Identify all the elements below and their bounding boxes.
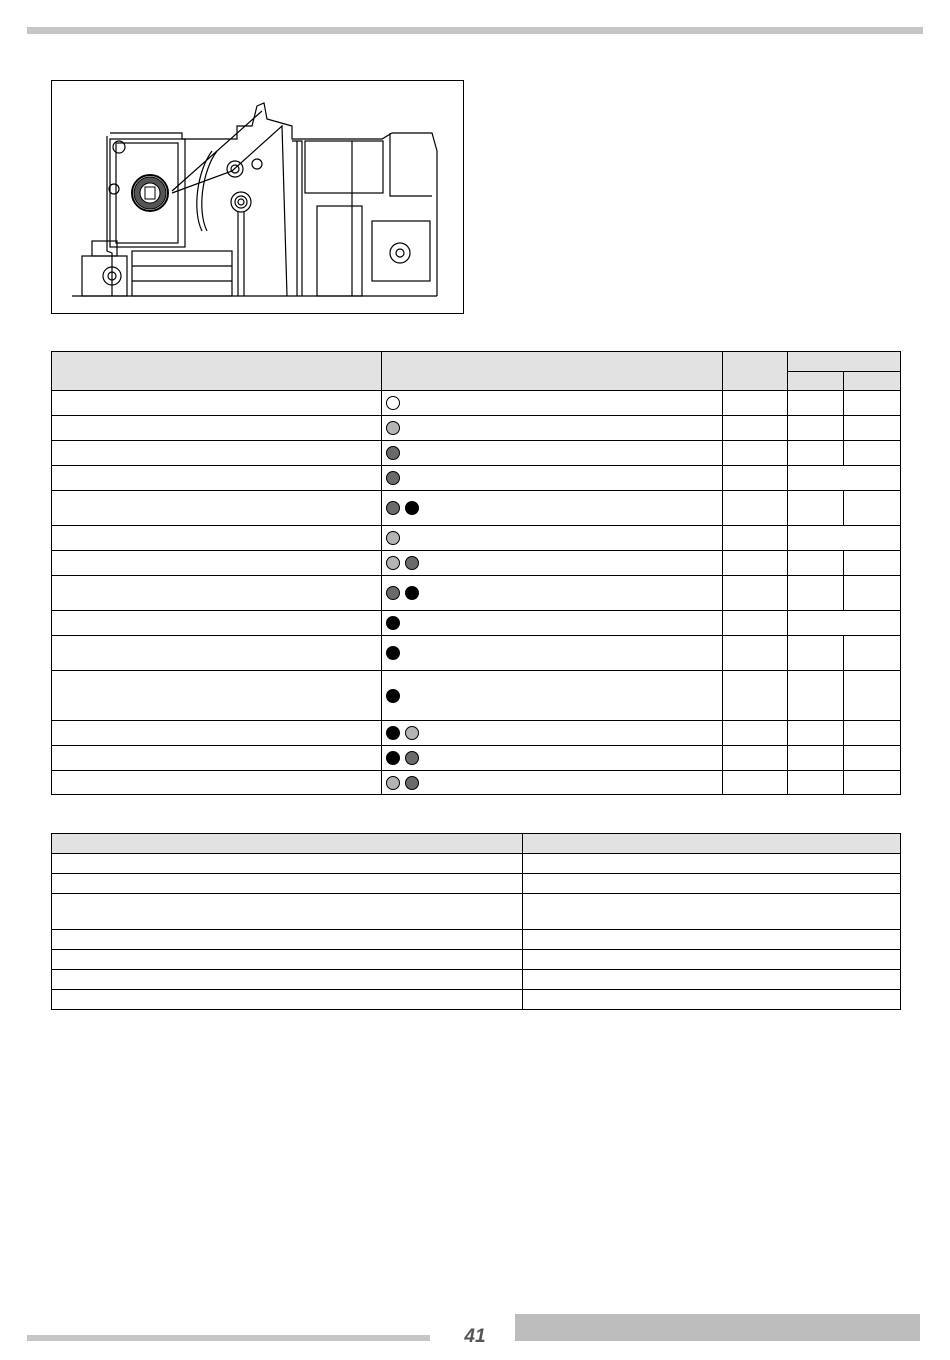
status-cell: [844, 636, 901, 671]
status-cell: [52, 721, 382, 746]
table-row: [52, 551, 901, 576]
status-cell: [844, 416, 901, 441]
led-cell: [382, 721, 723, 746]
status-cell: [723, 746, 788, 771]
status-cell: [844, 491, 901, 526]
table-row: [52, 854, 901, 874]
led-cell: [382, 491, 723, 526]
status-cell: [844, 671, 901, 721]
ref-header-row: [52, 834, 901, 854]
led-mid-icon: [386, 471, 400, 485]
table-row: [52, 636, 901, 671]
led-cell: [382, 771, 723, 795]
led-mid-icon: [386, 586, 400, 600]
led-light-icon: [386, 556, 400, 570]
status-cell: [723, 441, 788, 466]
ref-cell: [523, 970, 901, 990]
led-cell: [382, 416, 723, 441]
status-cell: [52, 551, 382, 576]
footer-bar-left: [27, 1335, 430, 1341]
led-light-icon: [386, 776, 400, 790]
status-cell: [723, 721, 788, 746]
status-cell: [788, 771, 844, 795]
status-cell: [52, 441, 382, 466]
status-cell: [52, 611, 382, 636]
table-row: [52, 416, 901, 441]
led-off-icon: [386, 396, 400, 410]
reference-table: [51, 833, 901, 1010]
footer-bar-right: [515, 1314, 920, 1341]
page-number: 41: [464, 1326, 486, 1347]
led-light-icon: [386, 421, 400, 435]
led-cell: [382, 746, 723, 771]
status-cell: [52, 746, 382, 771]
led-dark-icon: [386, 726, 400, 740]
status-cell: [844, 441, 901, 466]
burner-figure: [51, 80, 464, 314]
status-cell: [788, 466, 901, 491]
ref-cell: [52, 854, 523, 874]
led-light-icon: [386, 531, 400, 545]
status-cell: [723, 391, 788, 416]
led-cell: [382, 611, 723, 636]
led-mid-icon: [405, 556, 419, 570]
table-row: [52, 950, 901, 970]
led-cell: [382, 391, 723, 416]
ref-cell: [523, 930, 901, 950]
table-row: [52, 441, 901, 466]
status-cell: [788, 551, 844, 576]
status-cell: [723, 771, 788, 795]
status-header-cell: [52, 352, 382, 391]
status-cell: [723, 636, 788, 671]
status-cell: [52, 416, 382, 441]
status-cell: [788, 671, 844, 721]
led-mid-icon: [386, 446, 400, 460]
table-row: [52, 930, 901, 950]
status-cell: [788, 721, 844, 746]
led-cell: [382, 636, 723, 671]
status-cell: [788, 636, 844, 671]
led-light-icon: [405, 726, 419, 740]
ref-cell: [52, 930, 523, 950]
status-cell: [788, 416, 844, 441]
led-cell: [382, 576, 723, 611]
status-table: [51, 351, 901, 795]
led-dark-icon: [386, 751, 400, 765]
status-header-cell: [788, 372, 844, 391]
status-cell: [723, 671, 788, 721]
ref-cell: [523, 854, 901, 874]
table-row: [52, 466, 901, 491]
status-cell: [52, 491, 382, 526]
status-cell: [788, 526, 901, 551]
status-cell: [844, 771, 901, 795]
table-row: [52, 970, 901, 990]
status-cell: [788, 441, 844, 466]
status-cell: [52, 771, 382, 795]
ref-cell: [523, 894, 901, 930]
led-mid-icon: [386, 501, 400, 515]
status-cell: [723, 416, 788, 441]
ref-header-cell: [52, 834, 523, 854]
led-mid-icon: [405, 776, 419, 790]
status-cell: [723, 466, 788, 491]
ref-header-cell: [523, 834, 901, 854]
led-mid-icon: [405, 751, 419, 765]
status-cell: [844, 746, 901, 771]
led-cell: [382, 551, 723, 576]
led-dark-icon: [405, 501, 419, 515]
burner-diagram-icon: [52, 81, 463, 313]
status-cell: [788, 576, 844, 611]
status-header-row: [52, 352, 901, 372]
table-row: [52, 874, 901, 894]
table-row: [52, 526, 901, 551]
status-cell: [723, 576, 788, 611]
status-cell: [52, 636, 382, 671]
table-row: [52, 611, 901, 636]
led-cell: [382, 526, 723, 551]
table-row: [52, 990, 901, 1010]
led-cell: [382, 671, 723, 721]
table-row: [52, 771, 901, 795]
table-row: [52, 746, 901, 771]
table-row: [52, 671, 901, 721]
led-dark-icon: [405, 586, 419, 600]
status-cell: [723, 491, 788, 526]
led-dark-icon: [386, 616, 400, 630]
status-cell: [788, 611, 901, 636]
ref-cell: [52, 874, 523, 894]
table-row: [52, 721, 901, 746]
ref-cell: [52, 950, 523, 970]
ref-cell: [52, 990, 523, 1010]
ref-cell: [523, 874, 901, 894]
status-cell: [723, 611, 788, 636]
table-row: [52, 576, 901, 611]
ref-cell: [523, 950, 901, 970]
led-dark-icon: [386, 689, 400, 703]
status-cell: [788, 391, 844, 416]
status-cell: [52, 526, 382, 551]
status-cell: [52, 391, 382, 416]
table-row: [52, 391, 901, 416]
status-header-cell: [844, 372, 901, 391]
status-cell: [52, 576, 382, 611]
status-header-cell: [723, 352, 788, 391]
status-cell: [723, 551, 788, 576]
status-header-cell: [788, 352, 901, 372]
table-row: [52, 491, 901, 526]
status-cell: [844, 551, 901, 576]
led-cell: [382, 441, 723, 466]
table-row: [52, 894, 901, 930]
status-cell: [844, 576, 901, 611]
led-dark-icon: [386, 646, 400, 660]
status-cell: [788, 491, 844, 526]
ref-cell: [523, 990, 901, 1010]
status-cell: [844, 391, 901, 416]
status-cell: [844, 721, 901, 746]
ref-cell: [52, 970, 523, 990]
ref-cell: [52, 894, 523, 930]
status-cell: [788, 746, 844, 771]
status-cell: [52, 466, 382, 491]
status-header-cell: [382, 352, 723, 391]
status-cell: [723, 526, 788, 551]
header-bar: [27, 27, 923, 34]
status-cell: [52, 671, 382, 721]
led-cell: [382, 466, 723, 491]
